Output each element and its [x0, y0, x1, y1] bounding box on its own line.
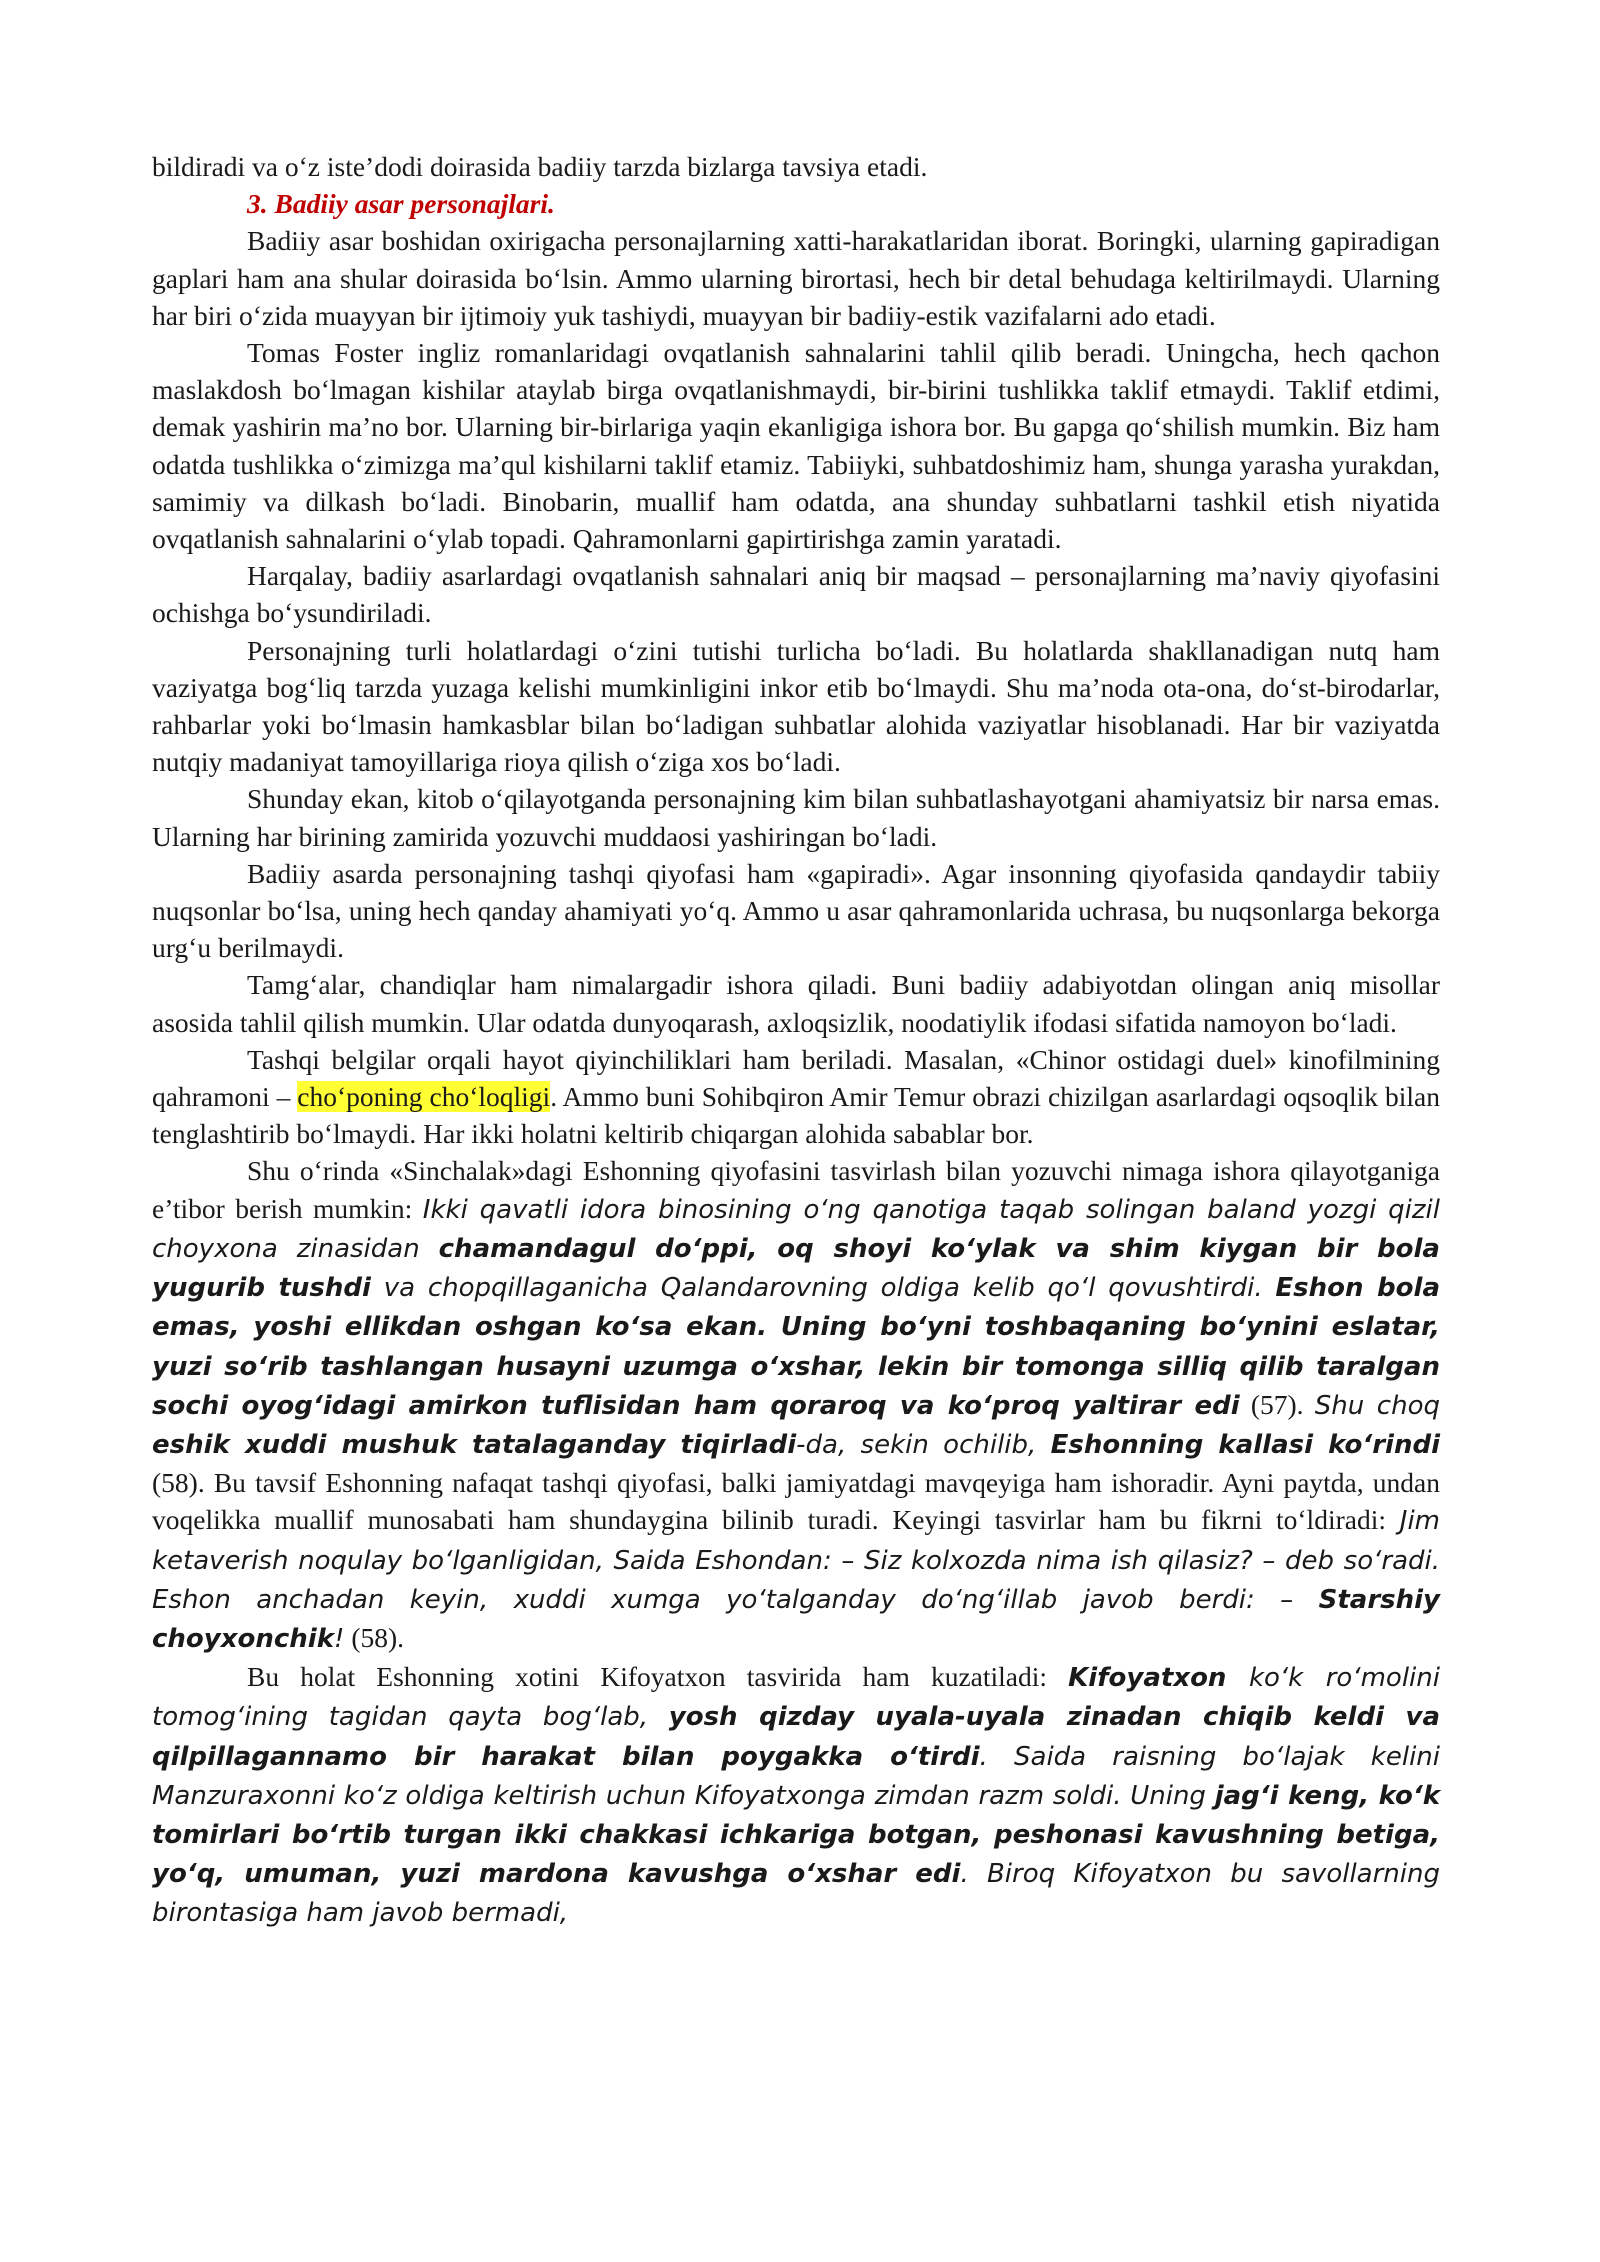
- italic-quote: va chopqillaganicha Qalandarovning oldiga kelib qo‘l qovushtirdi.: [370, 1273, 1276, 1304]
- bold-italic-quote: yosh qizday uyala-uyala zinadan chiqib keldi va qilpillagannamo bir harakat bilan poygakka o‘tirdi: [152, 1702, 1440, 1772]
- document-page: [152, 148, 1440, 1933]
- regular-text: (57).: [1239, 1388, 1315, 1420]
- paragraph-4: Personajning turli holatlardagi o‘zini tutishi turlicha bo‘ladi. Bu holatlarda shakllanadigan nutq ham vaziyatga bog‘liq tarzda yuzaga kelishi mumkinligini inkor etib bo‘lmaydi. Shu ma’noda ota-ona, do‘st-birodarlar, rahbarlar yoki bo‘lmasin hamkasblar bilan bo‘ladigan suhbatlar alohida vaziyatlar hisoblanadi. Har bir vaziyatda nutqiy madaniyat tamoyillariga rioya qilish o‘ziga xos bo‘ladi.: [152, 634, 1440, 778]
- paragraph-8-text: . Ammo buni Sohibqiron Amir Temur obrazi chizilgan asarlardagi oqsoqlik bilan tenglashtirib bo‘lmaydi. Har ikki holatni keltirib chiqargan alohida sabablar bor.: [152, 1081, 1440, 1150]
- italic-quote: . Saida raisning bo‘lajak kelini Manzuraxonni ko‘z oldiga keltirish uchun Kifoyatxonga zimdan razm soldi. Uning: [152, 1741, 1440, 1811]
- bold-italic-quote: Eshonning kallasi ko‘rindi: [1050, 1429, 1440, 1460]
- italic-quote: . Biroq Kifoyatxon bu savollarning birontasiga ham javob bermadi,: [152, 1859, 1440, 1929]
- italic-quote: Ikki qavatli idora binosining o‘ng qanotiga taqab solingan baland yozgi qizil choyxona zinasidan: [152, 1194, 1440, 1264]
- paragraph-1: Badiiy asar boshidan oxirigacha personajlarning xatti-harakatlaridan iborat. Boringki, ularning gapiradigan gaplari ham ana shular doirasida bo‘lsin. Ammo ularning birortasi, hech bir detal behudaga keltirilmaydi. Ularning har biri o‘zida muayyan bir ijtimoiy yuk tashiydi, muayyan bir badiiy-estik vazifalarni ado etadi.: [152, 225, 1440, 331]
- bold-italic-quote: Kifoyatxon: [1068, 1663, 1227, 1694]
- bold-italic-quote: jag‘i keng, ko‘k tomirlari bo‘rtib turgan ikki chakkasi ichkariga botgan, peshonasi kavushning betiga, yo‘q, umuman, yuzi mardona kavushga o‘xshar edi: [152, 1780, 1440, 1890]
- paragraph-6: Badiiy asarda personajning tashqi qiyofasi ham «gapiradi». Agar insonning qiyofasida qandaydir tabiiy nuqsonlar bo‘lsa, uning hech qanday ahamiyati yo‘q. Ammo u asar qahramonlarida uchrasa, bu nuqsonlarga bekorga urg‘u berilmaydi.: [152, 857, 1440, 964]
- italic-quote: Shu choq: [1314, 1390, 1440, 1421]
- section-heading: 3. Badiiy asar personajlari.: [247, 188, 555, 220]
- regular-text: Bu holat Eshonning xotini Kifoyatxon tasvirida ham kuzatiladi:: [247, 1661, 1069, 1693]
- italic-quote: Jim ketaverish noqulay bo‘lganligidan, Saida Eshondan: – Siz kolxozda nima ish qilasiz? – deb so‘radi. Eshon anchadan keyin, xuddi xumga yo‘talganday do‘ng‘illab javob berdi: –: [152, 1506, 1440, 1615]
- bold-italic-quote: eshik xuddi mushuk tatalaganday tiqirladi: [152, 1429, 797, 1460]
- bold-italic-quote: chamandagul do‘ppi, oq shoyi ko‘ylak va shim kiygan bir bola yugurib tushdi: [152, 1233, 1440, 1304]
- paragraph-3: Harqalay, badiiy asarlardagi ovqatlanish sahnalari aniq bir maqsad – personajlarning ma’naviy qiyofasini ochishga bo‘ysundiriladi.: [152, 560, 1440, 629]
- paragraph-7: Tamg‘alar, chandiqlar ham nimalargadir ishora qiladi. Buni badiiy adabiyotdan olingan aniq misollar asosida tahlil qilish mumkin. Ular odatda dunyoqarash, axloqsizlik, noodatiylik ifodasi sifatida namoyon bo‘ladi.: [152, 969, 1440, 1038]
- paragraph-8: [152, 1041, 1440, 1153]
- highlighted-phrase: cho‘poning cho‘loqligi: [297, 1081, 551, 1113]
- regular-text: (58). Bu tavsif Eshonning nafaqat tashqi qiyofasi, balki jamiyatdagi mavqeyiga ham ishoradir. Ayni paytda, undan voqelikka muallif munosabati ham shundaygina bilinib turadi. Keyingi tasvirlar ham bu fikrni to‘ldiradi:: [152, 1467, 1440, 1536]
- regular-text: (58).: [344, 1621, 405, 1653]
- bold-italic-quote: Starshiy choyxonchik: [152, 1584, 1440, 1654]
- paragraph-intro: bildiradi va o‘z iste’dodi doirasida badiiy tarzda bizlarga tavsiya etadi.: [152, 151, 928, 182]
- italic-quote: -da, sekin ochilib,: [796, 1429, 1051, 1460]
- paragraph-5: Shunday ekan, kitob o‘qilayotganda personajning kim bilan suhbatlashayotgani ahamiyatsiz bir narsa emas. Ularning har birining zamirida yozuvchi muddaosi yashiringan bo‘ladi.: [152, 783, 1440, 852]
- paragraph-8-text: Tashqi belgilar orqali hayot qiyinchiliklari ham beriladi. Masalan, «Chinor ostidagi duel» kinofilmining qahramoni –: [152, 1043, 1440, 1113]
- italic-quote: ko‘k ro‘molini tomog‘ining tagidan qayta bog‘lab,: [152, 1663, 1440, 1733]
- paragraph-10: [152, 1658, 1440, 1932]
- italic-quote: !: [334, 1623, 345, 1654]
- paragraph-9: [152, 1152, 1440, 1658]
- paragraph-2: Tomas Foster ingliz romanlaridagi ovqatlanish sahnalarini tahlil qilib beradi. Uningcha, hech qachon maslakdosh bo‘lmagan kishilar ataylab birga ovqatlanishmaydi, bir-birini tushlikka taklif etmaydi. Taklif etdimi, demak yashirin ma’no bor. Ularning bir-birlariga yaqin ekanligiga ishora bor. Bu gapga qo‘shilish mumkin. Biz ham odatda tushlikka o‘zimizga ma’qul kishilarni taklif etamiz. Tabiiyki, suhbatdoshimiz ham, shunga yarasha yurakdan, samimiy va dilkash bo‘ladi. Binobarin, muallif ham odatda, ana shunday suhbatlarni tashkil etish niyatida ovqatlanish sahnalarini o‘ylab topadi. Qahramonlarni gapirtirishga zamin yaratadi.: [152, 337, 1440, 555]
- regular-text: Shu o‘rinda «Sinchalak»dagi Eshonning qiyofasini tasvirlash bilan yozuvchi nimaga ishora qilayotganiga e’tibor berish mumkin:: [152, 1155, 1440, 1224]
- bold-italic-quote: Eshon bola emas, yoshi ellikdan oshgan ko‘sa ekan. Uning bo‘yni toshbaqaning bo‘ynini eslatar, yuzi so‘rib tashlangan husayni uzumga o‘xshar, lekin bir tomonga silliq qilib taralgan sochi oyog‘idagi amirkon tuflisidan ham qoraroq va ko‘proq yaltirar edi: [152, 1273, 1440, 1421]
